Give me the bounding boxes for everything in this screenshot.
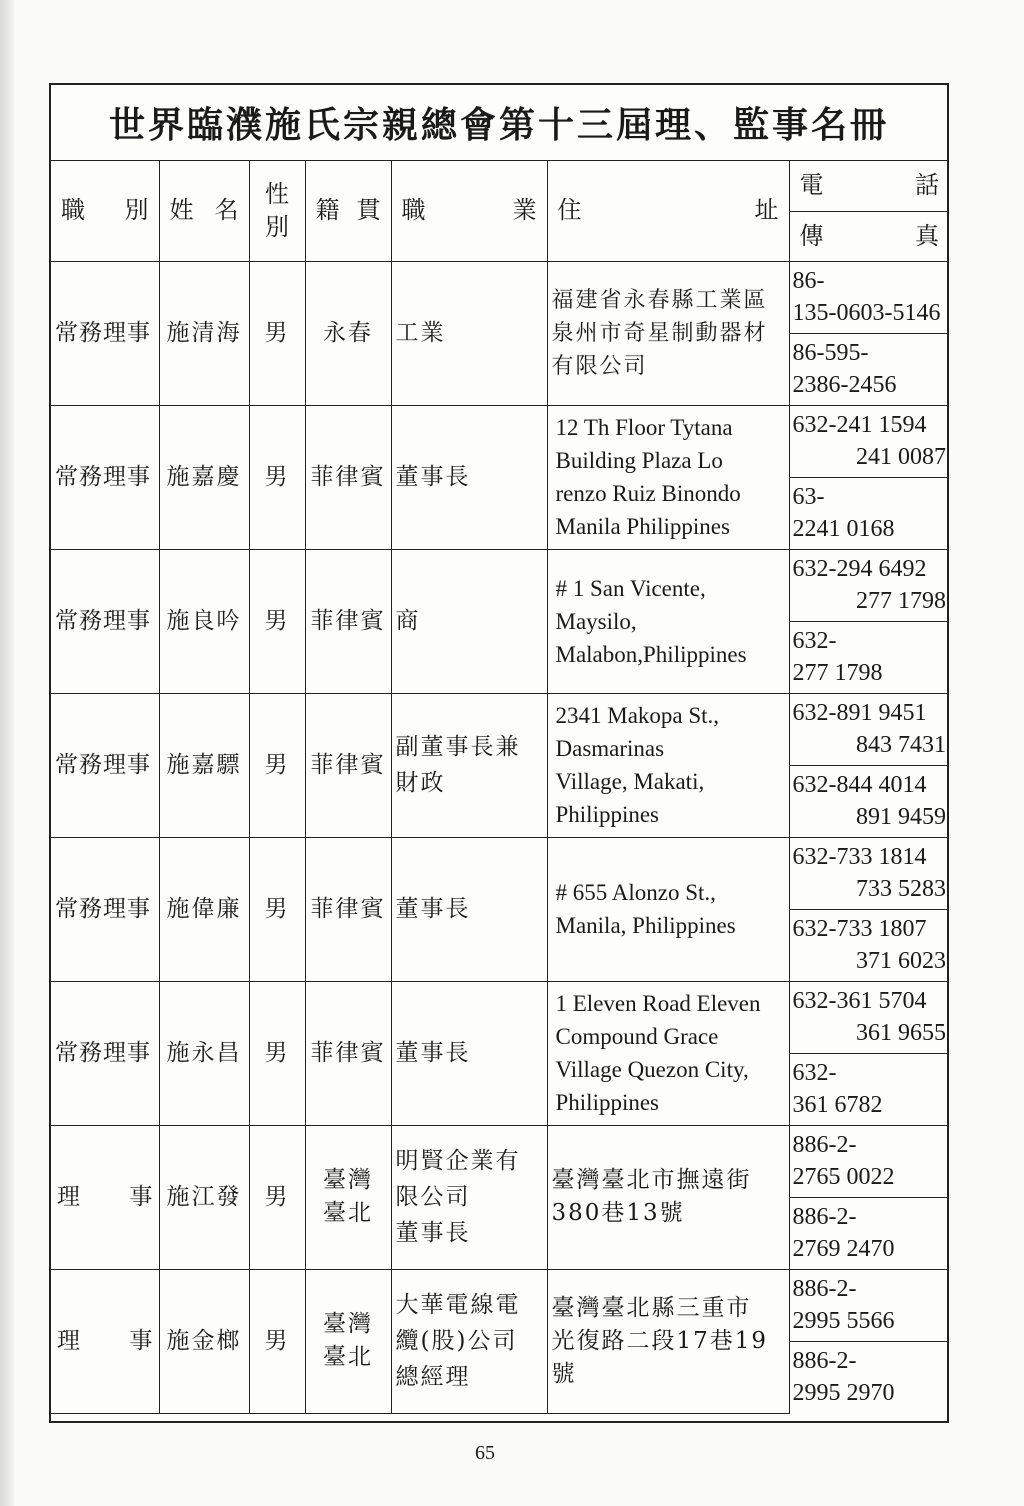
occupation-line: 商 — [395, 608, 421, 634]
table-row — [51, 261, 949, 333]
phone-line: 632-733 1814 — [792, 844, 927, 870]
native-place-cell: 菲律賓 — [305, 981, 391, 1125]
address-line: # 1 San Vicente, — [555, 575, 706, 601]
position-text: 常務理事 — [55, 463, 151, 490]
occupation-line: 董事長 — [395, 896, 471, 922]
header-phone-char: 電 — [799, 171, 824, 200]
occupation-cell — [391, 981, 547, 1125]
phone-line: 843 7431 — [856, 732, 946, 758]
gender-cell: 男 — [249, 837, 305, 981]
gender-cell: 男 — [249, 981, 305, 1125]
fax-line: 2769 2470 — [792, 1236, 895, 1262]
phone-cell — [789, 405, 949, 477]
book-spine-shadow — [0, 0, 14, 1506]
header-address-char: 址 — [754, 196, 779, 225]
position-cell — [51, 1269, 159, 1413]
fax-cell — [789, 333, 949, 405]
fax-cell — [789, 765, 949, 837]
address-line: Compound Grace — [555, 1024, 719, 1049]
occupation-line: 董事長 — [395, 1040, 471, 1066]
position-text: 常務理事 — [55, 1039, 151, 1066]
phone-line: 632-891 9451 — [792, 700, 927, 726]
header-occupation — [391, 161, 547, 261]
address-cell — [547, 1125, 789, 1269]
name-cell: 施良吟 — [159, 549, 249, 693]
native-place-cell: 菲律賓 — [305, 693, 391, 837]
address-line: 1 Eleven Road Eleven — [555, 991, 761, 1016]
name-cell: 施偉廉 — [159, 837, 249, 981]
page-title: 世界臨濮施氏宗親總會第十三屆理、監事名冊 — [51, 85, 947, 161]
header-row — [51, 161, 949, 211]
header-name — [159, 161, 249, 261]
address-line: 臺灣臺北市撫遠街 — [551, 1167, 752, 1193]
address-cell — [547, 261, 789, 405]
address-line: Building Plaza Lo — [555, 448, 723, 473]
fax-cell — [789, 1197, 949, 1269]
phone-line: 886-2- — [792, 1276, 857, 1302]
occupation-cell — [391, 261, 547, 405]
occupation-cell — [391, 1269, 547, 1413]
header-position-char: 職 — [61, 196, 85, 225]
fax-line: 632-844 4014 — [792, 772, 927, 798]
header-position-char: 別 — [124, 196, 149, 225]
native-place-cell: 永春 — [305, 261, 391, 405]
gender-cell: 男 — [249, 549, 305, 693]
name-cell: 施江發 — [159, 1125, 249, 1269]
address-cell — [547, 981, 789, 1125]
address-line: Village Quezon City, — [555, 1057, 749, 1082]
occupation-line: 纜(股)公司 — [395, 1328, 518, 1354]
fax-line: 891 9459 — [856, 804, 946, 830]
table-row — [51, 1269, 949, 1341]
table-row — [51, 405, 949, 477]
address-line: 有限公司 — [551, 353, 648, 379]
address-cell — [547, 549, 789, 693]
header-position — [51, 161, 159, 261]
position-cell — [51, 693, 159, 837]
fax-cell — [789, 1053, 949, 1125]
address-line: 2341 Makopa St., — [555, 703, 720, 728]
address-line: Dasmarinas — [555, 736, 665, 761]
gender-cell: 男 — [249, 405, 305, 549]
occupation-line: 明賢企業有 — [395, 1148, 521, 1174]
position-cell — [51, 549, 159, 693]
address-line: 泉州市奇星制動器材 — [551, 320, 768, 346]
position-char: 事 — [129, 1327, 153, 1354]
header-address — [547, 161, 789, 261]
fax-line: 632- — [792, 1060, 837, 1086]
address-line: Manila Philippines — [555, 514, 730, 539]
address-line: Maysilo, — [555, 608, 637, 634]
header-fax-char: 傳 — [799, 221, 824, 250]
address-line: renzo Ruiz Binondo — [555, 481, 741, 506]
header-native-char: 籍 — [315, 196, 340, 225]
gender-cell: 男 — [249, 1269, 305, 1413]
table-row — [51, 981, 949, 1053]
table-row — [51, 1125, 949, 1197]
native-place-line: 臺灣 — [323, 1167, 373, 1193]
header-gender: 性別 — [249, 161, 305, 261]
phone-cell — [789, 549, 949, 621]
position-text: 常務理事 — [55, 607, 151, 634]
header-name-char: 名 — [214, 196, 239, 225]
occupation-cell — [391, 549, 547, 693]
occupation-cell — [391, 693, 547, 837]
native-place-line: 臺北 — [323, 1200, 373, 1226]
fax-cell — [789, 477, 949, 549]
header-fax-char: 真 — [915, 221, 939, 250]
table-row — [51, 837, 949, 909]
address-cell — [547, 405, 789, 549]
position-cell — [51, 405, 159, 549]
fax-line: 371 6023 — [856, 948, 946, 974]
address-line: 福建省永春縣工業區 — [551, 287, 768, 313]
position-cell — [51, 1125, 159, 1269]
phone-cell — [789, 981, 949, 1053]
fax-line: 2386-2456 — [792, 372, 897, 398]
native-place-line: 臺灣 — [323, 1311, 373, 1337]
position-char: 理 — [57, 1327, 80, 1354]
fax-line: 632- — [792, 628, 837, 654]
occupation-line: 董事長 — [395, 1220, 471, 1246]
address-line: Malabon,Philippines — [555, 641, 747, 667]
fax-line: 2241 0168 — [792, 516, 895, 542]
fax-line: 886-2- — [792, 1204, 857, 1230]
header-occupation-char: 業 — [512, 196, 537, 225]
gender-cell: 男 — [249, 1125, 305, 1269]
address-cell — [547, 1269, 789, 1413]
header-native-place — [305, 161, 391, 261]
phone-line: 632-294 6492 — [792, 556, 927, 582]
native-place-cell — [305, 1269, 391, 1413]
position-text: 常務理事 — [55, 319, 151, 346]
address-line: Philippines — [555, 1090, 660, 1115]
address-cell — [547, 693, 789, 837]
header-occupation-char: 職 — [401, 196, 426, 225]
table-row — [51, 549, 949, 621]
phone-cell — [789, 261, 949, 333]
table-row — [51, 693, 949, 765]
occupation-line: 總經理 — [395, 1364, 471, 1390]
header-native-char: 貫 — [356, 196, 381, 225]
address-line: Village, Makati, — [555, 769, 705, 794]
phone-line: 733 5283 — [856, 876, 946, 902]
fax-cell — [789, 909, 949, 981]
address-line: # 655 Alonzo St., — [555, 880, 716, 905]
phone-line: 86- — [792, 268, 825, 294]
address-line: 380巷13號 — [551, 1200, 685, 1226]
occupation-line: 董事長 — [395, 464, 471, 490]
phone-line: 361 9655 — [856, 1020, 946, 1046]
occupation-cell — [391, 405, 547, 549]
name-cell: 施嘉慶 — [159, 405, 249, 549]
position-char: 事 — [129, 1183, 153, 1210]
fax-line: 886-2- — [792, 1348, 857, 1375]
page-number: 65 — [475, 1442, 495, 1464]
address-cell — [547, 837, 789, 981]
header-fax — [789, 211, 949, 261]
name-cell: 施嘉驃 — [159, 693, 249, 837]
native-place-cell: 菲律賓 — [305, 405, 391, 549]
occupation-line: 工業 — [395, 320, 446, 346]
roster-table — [51, 161, 949, 1414]
position-text: 常務理事 — [55, 751, 151, 778]
phone-line: 2995 5566 — [792, 1308, 895, 1334]
position-cell — [51, 837, 159, 981]
occupation-line: 副董事長兼 — [395, 734, 521, 760]
position-char: 理 — [57, 1183, 80, 1210]
fax-cell — [789, 1341, 949, 1413]
phone-line: 2765 0022 — [792, 1164, 895, 1190]
fax-line: 361 6782 — [792, 1092, 883, 1118]
address-line: Manila, Philippines — [555, 913, 736, 938]
occupation-line: 限公司 — [395, 1184, 471, 1210]
phone-line: 886-2- — [792, 1132, 857, 1158]
name-cell: 施永昌 — [159, 981, 249, 1125]
gender-cell: 男 — [249, 693, 305, 837]
phone-cell — [789, 837, 949, 909]
position-cell — [51, 261, 159, 405]
native-place-line: 臺北 — [323, 1344, 373, 1370]
phone-cell — [789, 1269, 949, 1341]
phone-line: 135-0603-5146 — [792, 300, 941, 326]
header-phone-char: 話 — [915, 171, 939, 200]
header-name-char: 姓 — [169, 196, 194, 225]
position-cell — [51, 981, 159, 1125]
position-text — [55, 1181, 155, 1214]
position-text: 常務理事 — [55, 895, 151, 922]
fax-line: 2995 2970 — [792, 1380, 895, 1407]
fax-line: 632-733 1807 — [792, 916, 927, 942]
native-place-cell: 菲律賓 — [305, 549, 391, 693]
address-line: 光復路二段17巷19號 — [551, 1327, 769, 1387]
name-cell: 施清海 — [159, 261, 249, 405]
occupation-line: 大華電線電 — [395, 1292, 521, 1318]
fax-line: 63- — [792, 484, 825, 510]
header-address-char: 住 — [557, 196, 582, 225]
gender-cell: 男 — [249, 261, 305, 405]
address-line: Philippines — [555, 802, 660, 827]
phone-cell — [789, 1125, 949, 1197]
roster-sheet — [49, 83, 949, 1423]
phone-line: 632-241 1594 — [792, 412, 927, 438]
native-place-cell — [305, 1125, 391, 1269]
phone-line: 241 0087 — [856, 444, 946, 470]
fax-line: 86-595- — [792, 340, 869, 366]
phone-line: 277 1798 — [856, 588, 946, 614]
address-line: 12 Th Floor Tytana — [555, 415, 733, 440]
fax-line: 277 1798 — [792, 660, 883, 686]
header-phone — [789, 161, 949, 211]
phone-cell — [789, 693, 949, 765]
phone-line: 632-361 5704 — [792, 988, 927, 1014]
name-cell: 施金榔 — [159, 1269, 249, 1413]
native-place-cell: 菲律賓 — [305, 837, 391, 981]
occupation-cell — [391, 1125, 547, 1269]
fax-cell — [789, 621, 949, 693]
address-line: 臺灣臺北縣三重市 — [551, 1294, 752, 1321]
occupation-line: 財政 — [395, 770, 446, 796]
position-text — [55, 1325, 155, 1358]
occupation-cell — [391, 837, 547, 981]
